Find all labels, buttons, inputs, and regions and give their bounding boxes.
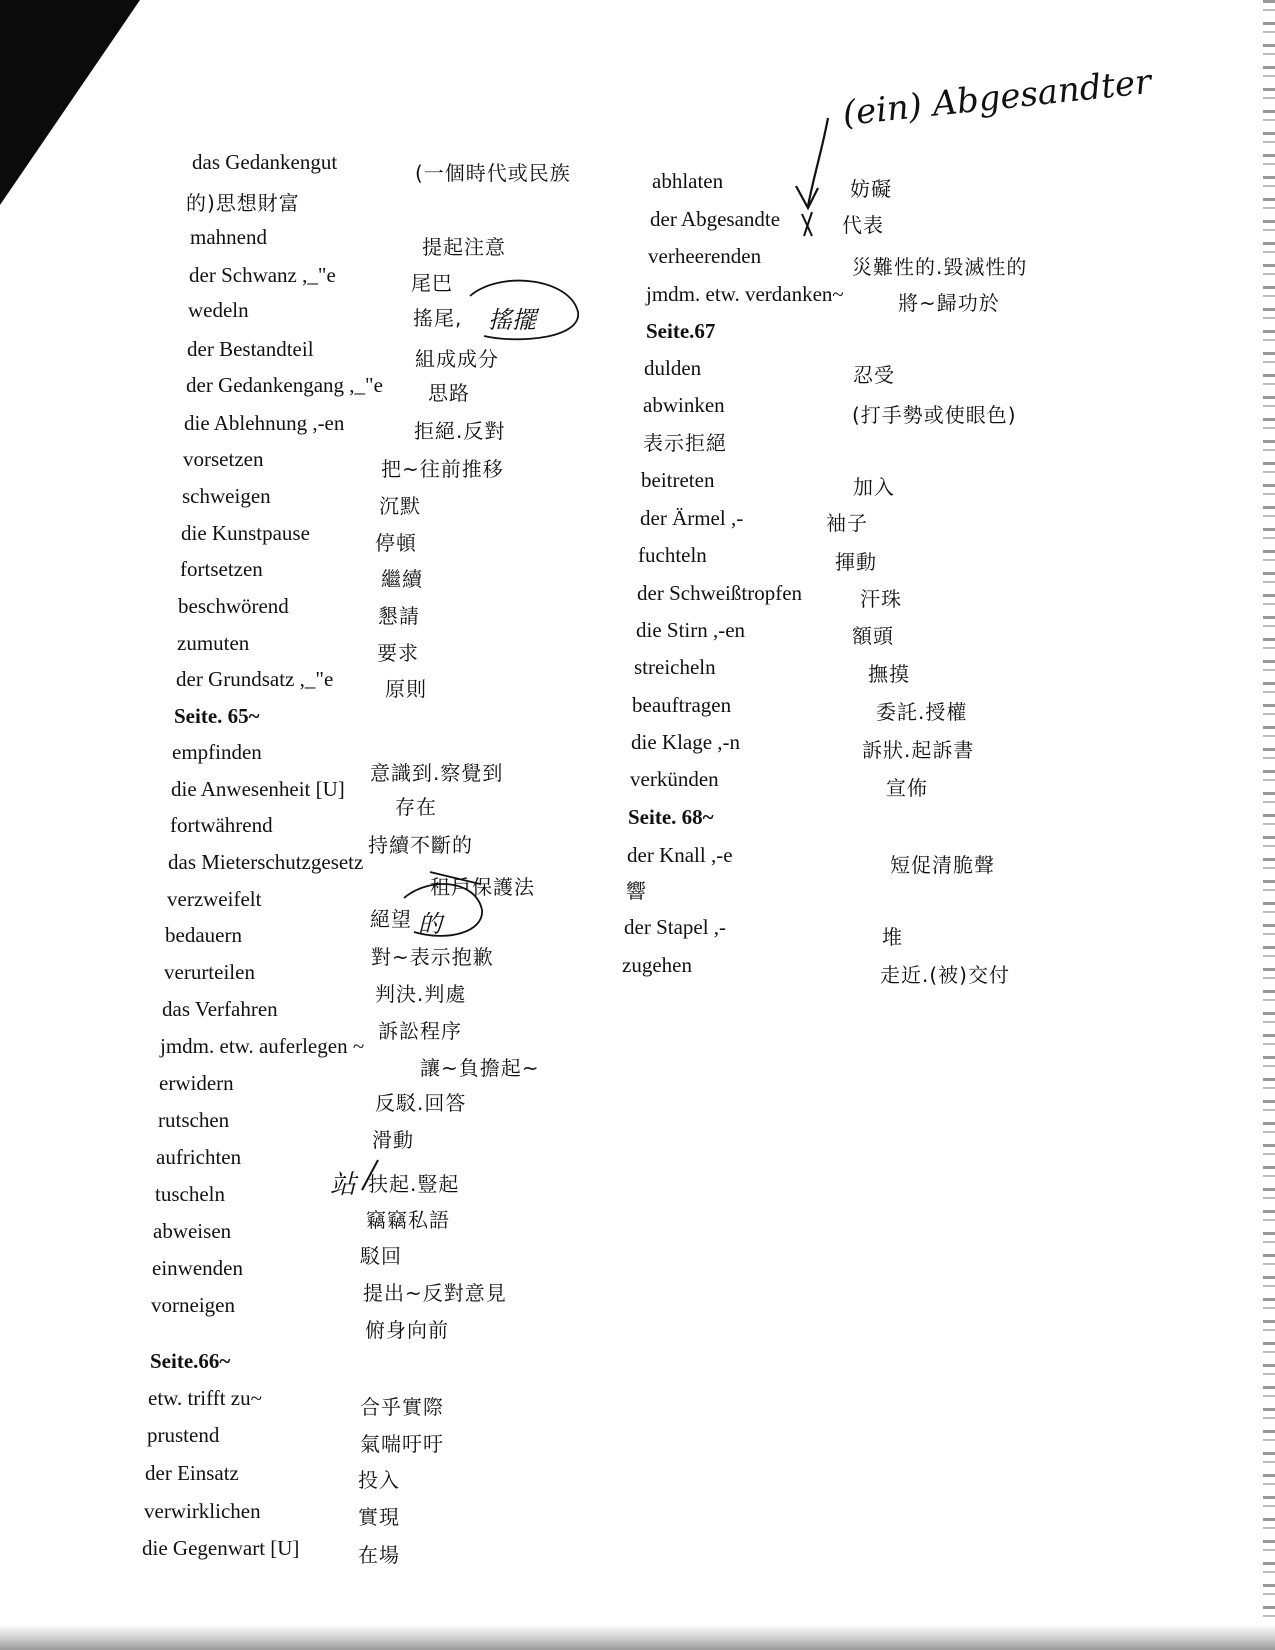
vocab-translation: 滑動 xyxy=(372,1128,414,1152)
vocab-term: verheerenden xyxy=(648,244,762,268)
vocab-translation: 將~歸功於 xyxy=(898,291,1000,315)
vocab-translation: 租戶保護法 xyxy=(430,875,535,899)
vocab-translation: 宣佈 xyxy=(886,776,928,800)
vocab-term: fuchteln xyxy=(638,543,707,567)
handwritten-circle-wedeln xyxy=(470,281,578,340)
vocab-translation: 妨礙 xyxy=(850,177,892,201)
vocab-term: die Stirn ,-en xyxy=(636,618,746,642)
vocab-translation: 拒絕.反對 xyxy=(414,419,506,443)
vocab-term: einwenden xyxy=(152,1256,243,1280)
vocab-translation: 存在 xyxy=(395,795,437,819)
vocab-translation: 合乎實際 xyxy=(360,1395,444,1419)
vocab-term: zumuten xyxy=(177,631,250,655)
handwritten-note-verzweifelt: 的 xyxy=(418,910,442,938)
handwritten-circle-verzweifelt xyxy=(404,884,482,936)
vocab-term: fortwährend xyxy=(170,813,273,837)
vocab-term: jmdm. etw. verdanken~ xyxy=(646,282,844,306)
vocab-term: bedauern xyxy=(165,923,242,947)
vocab-translation: 竊竊私語 xyxy=(366,1208,450,1232)
vocab-term: aufrichten xyxy=(156,1145,242,1169)
vocab-term: abwinken xyxy=(643,393,725,417)
vocab-term: die Kunstpause xyxy=(181,521,310,545)
vocab-term: der Knall ,-e xyxy=(627,843,733,867)
vocab-translation: 組成成分 xyxy=(415,347,499,371)
vocab-translation: 提出~反對意見 xyxy=(363,1281,507,1305)
vocab-translation: 揮動 xyxy=(835,550,877,574)
vocab-translation: 反駁.回答 xyxy=(375,1091,467,1115)
vocab-term: prustend xyxy=(147,1423,220,1447)
vocab-term: die Ablehnung ,-en xyxy=(184,411,345,435)
vocab-translation: 訴狀.起訴書 xyxy=(862,738,975,762)
vocab-translation: 沉默 xyxy=(379,494,421,518)
vocab-term: beschwörend xyxy=(178,594,289,618)
vocab-translation: (一個時代或民族 xyxy=(415,161,571,185)
handwritten-note-abgesandter: (ein) Abgesandter xyxy=(840,61,1154,135)
vocab-translation: 持續不斷的 xyxy=(368,833,473,857)
vocab-translation: 繼續 xyxy=(381,567,423,591)
vocab-term: erwidern xyxy=(159,1071,234,1095)
vocab-term: die Gegenwart [U] xyxy=(142,1536,300,1560)
vocab-term: beauftragen xyxy=(632,693,732,717)
vocab-translation: 思路 xyxy=(428,381,470,405)
handwritten-insert-mark xyxy=(802,212,812,236)
vocab-translation: 搖尾, xyxy=(413,306,463,330)
vocab-term: schweigen xyxy=(182,484,271,508)
vocab-translation: 原則 xyxy=(385,677,427,701)
vocab-translation: 訴訟程序 xyxy=(378,1019,462,1043)
vocab-term: der Gedankengang ,_"e xyxy=(186,373,383,397)
vocab-term: der Abgesandte xyxy=(650,207,781,231)
vocab-translation: 響 xyxy=(626,879,647,903)
vocab-term: vorneigen xyxy=(151,1293,235,1317)
vocab-translation: 把~往前推移 xyxy=(381,457,504,481)
vocab-term: der Schweißtropfen xyxy=(637,581,803,605)
vocab-translation: 災難性的.毀滅性的 xyxy=(852,255,1028,279)
vocab-term: zugehen xyxy=(622,953,692,977)
vocab-term: empfinden xyxy=(172,740,262,764)
vocab-term: dulden xyxy=(644,356,702,380)
vocab-translation: 短促清脆聲 xyxy=(890,853,995,877)
handwritten-strike xyxy=(430,872,480,884)
handwritten-note-aufrichten: 站 xyxy=(330,1170,357,1200)
vocab-translation: (打手勢或使眼色) xyxy=(852,403,1017,427)
vocab-translation: 對~表示抱歉 xyxy=(371,945,494,969)
vocab-translation: 實現 xyxy=(358,1505,400,1529)
vocab-translation: 堆 xyxy=(882,925,903,949)
vocab-term: der Bestandteil xyxy=(187,337,314,361)
vocab-translation: 投入 xyxy=(358,1468,400,1492)
vocab-term: verurteilen xyxy=(164,960,255,984)
vocab-translation: 加入 xyxy=(853,475,895,499)
vocab-term: der Grundsatz ,_"e xyxy=(176,667,334,691)
vocab-term: der Schwanz ,_"e xyxy=(189,263,336,287)
vocab-translation: 要求 xyxy=(377,641,419,665)
vocab-term: das Mieterschutzgesetz xyxy=(168,850,364,874)
vocab-term: der Stapel ,- xyxy=(624,915,727,939)
vocab-translation: 走近.(被)交付 xyxy=(880,963,1010,987)
vocab-translation: 忍受 xyxy=(853,363,895,387)
vocab-translation: 的)思想財富 xyxy=(186,191,300,215)
handwritten-arrowhead xyxy=(796,186,818,208)
vocab-translation: 在場 xyxy=(358,1543,400,1567)
vocab-translation: 停頓 xyxy=(375,531,417,555)
vocab-term: das Gedankengut xyxy=(192,150,338,174)
vocab-term: der Einsatz xyxy=(145,1461,239,1485)
vocab-translation: 駁回 xyxy=(360,1244,402,1268)
vocab-term: rutschen xyxy=(158,1108,230,1132)
vocab-translation: 袖子 xyxy=(826,511,868,535)
vocab-translation: 表示拒絕 xyxy=(643,431,727,455)
vocab-term: abhlaten xyxy=(652,169,724,193)
vocab-translation: 絕望 xyxy=(370,907,412,931)
vocab-term: verzweifelt xyxy=(167,887,262,911)
handwritten-note-wedeln: 搖擺 xyxy=(488,306,536,334)
vocab-term: abweisen xyxy=(153,1219,232,1243)
vocab-term: jmdm. etw. auferlegen ~ xyxy=(160,1034,365,1058)
vocab-term: verwirklichen xyxy=(144,1499,261,1523)
vocab-term: etw. trifft zu~ xyxy=(148,1386,262,1410)
section-heading: Seite. 68~ xyxy=(628,805,714,829)
vocab-translation: 代表 xyxy=(842,213,884,237)
vocab-translation: 尾巴 xyxy=(411,271,453,295)
vocab-translation: 讓~負擔起~ xyxy=(420,1056,540,1080)
vocab-translation: 額頭 xyxy=(852,624,894,648)
vocab-term: der Ärmel ,- xyxy=(640,506,744,530)
vocab-translation: 意識到.察覺到 xyxy=(370,761,504,785)
vocab-term: beitreten xyxy=(641,468,715,492)
vocab-term: verkünden xyxy=(630,767,719,791)
vocab-translation: 氣喘吁吁 xyxy=(360,1432,444,1456)
vocab-translation: 判決.判處 xyxy=(375,982,467,1006)
vocab-translation: 扶起.豎起 xyxy=(368,1172,460,1196)
vocab-term: mahnend xyxy=(190,225,267,249)
vocab-term: tuscheln xyxy=(155,1182,225,1206)
vocab-term: die Klage ,-n xyxy=(631,730,741,754)
vocab-term: das Verfahren xyxy=(162,997,278,1021)
vocab-translation: 委託.授權 xyxy=(876,700,968,724)
handwritten-arrow xyxy=(808,118,828,206)
vocab-translation: 汗珠 xyxy=(860,587,902,611)
section-heading: Seite.67 xyxy=(646,319,716,343)
vocab-term: die Anwesenheit [U] xyxy=(171,777,345,801)
vocab-term: wedeln xyxy=(188,298,249,322)
vocab-translation: 撫摸 xyxy=(868,662,910,686)
section-heading: Seite. 65~ xyxy=(174,704,260,728)
vocab-translation: 提起注意 xyxy=(422,235,506,259)
vocab-term: streicheln xyxy=(634,655,716,679)
vocab-translation: 懇請 xyxy=(378,604,420,628)
vocab-translation: 俯身向前 xyxy=(365,1318,449,1342)
section-heading: Seite.66~ xyxy=(150,1349,231,1373)
vocab-term: vorsetzen xyxy=(183,447,264,471)
handwritten-strike-aufrichten xyxy=(362,1160,378,1190)
vocab-term: fortsetzen xyxy=(180,557,263,581)
